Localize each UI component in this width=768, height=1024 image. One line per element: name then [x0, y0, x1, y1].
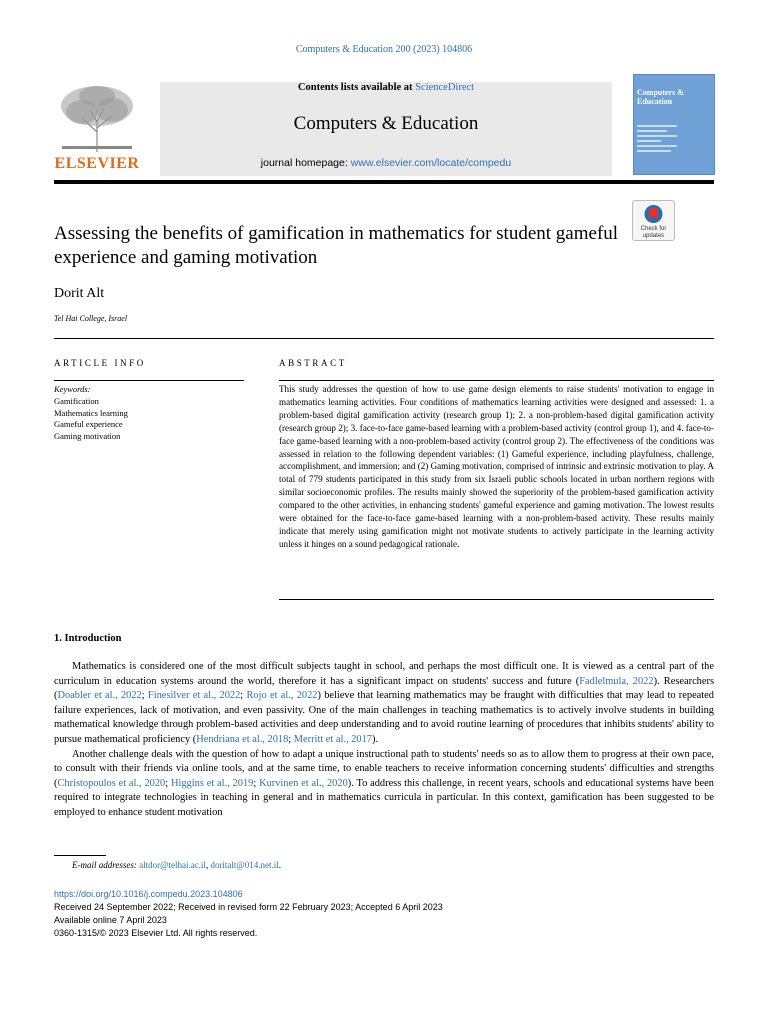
doi-link[interactable]: https://doi.org/10.1016/j.compedu.2023.104806 [54, 889, 243, 899]
introduction-body [54, 660, 714, 821]
citation-link[interactable]: Kurvinen et al., 2020 [259, 777, 348, 789]
journal-citation[interactable]: Computers & Education 200 (2023) 104806 [295, 44, 473, 55]
sciencedirect-link[interactable]: ScienceDirect [415, 82, 475, 93]
keywords-block [54, 384, 244, 443]
paragraph-text: ; [253, 777, 260, 789]
email-separator: , [205, 860, 211, 870]
email-link[interactable]: doritalt@014.net.il [210, 860, 279, 870]
citation-link[interactable]: Fadlelmula, 2022 [579, 675, 654, 687]
citation-link[interactable]: Hendriana et al., 2018 [196, 733, 289, 745]
author-name: Dorit Alt [54, 286, 105, 301]
journal-homepage [160, 157, 612, 169]
citation-link[interactable]: Finesilver et al., 2022 [147, 690, 241, 702]
email-end: . [278, 860, 281, 870]
intro-paragraph-1 [54, 660, 714, 748]
paragraph-text: ; [141, 690, 148, 702]
homepage-link[interactable]: www.elsevier.com/locate/compedu [350, 157, 512, 169]
copyright-line: 0360-1315/© 2023 Elsevier Ltd. All rights reserved. [54, 928, 258, 938]
paragraph-text: ). Researchers ( [54, 675, 714, 702]
contents-line [160, 82, 612, 93]
cover-decoration [637, 125, 677, 155]
paper-title: Assessing the benefits of gamification in mathematics for student gameful experience and gaming motivation [54, 223, 619, 268]
footnote-rule [54, 855, 106, 856]
check-for-updates-label: Check for updates [640, 226, 667, 239]
footnote-emails [72, 860, 281, 870]
paragraph-text: ; [240, 690, 247, 702]
paragraph-text: ; [288, 733, 294, 745]
header-rule [54, 180, 714, 184]
abstract-bottom-divider [279, 599, 714, 600]
received-dates: Received 24 September 2022; Received in revised form 22 February 2023; Accepted 6 April 2023 [54, 902, 443, 912]
keyword-item: Gaming motivation [54, 431, 121, 442]
abstract-heading: ABSTRACT [279, 358, 347, 368]
citation-link[interactable]: Rojo et al., 2022 [246, 690, 318, 702]
author-affiliation: Tel Hai College, Israel [54, 314, 128, 323]
paragraph-text: ) believe that learning mathematics may be fraught with difficulties that may lead to repeated failure experiences, lack of motivation, and even passivity. One of the main challenges in teaching mathematics is to actively involve students in building mathematical knowledge through problem-based activities and deep understanding and to avoid routine learning of procedures that inhibits students' ability to pursue mathematical proficiency ( [54, 690, 714, 745]
citation-link[interactable]: Merritt et al., 2017 [293, 733, 372, 745]
email-link[interactable]: altdor@telhai.ac.il [139, 860, 206, 870]
citation-link[interactable]: Christopoulos et al., 2020 [57, 777, 166, 789]
abstract-text: This study addresses the question of how to use game design elements to raise students' motivation to engage in mathematics learning activities. Four conditions of mathematics learning activities were designed and assessed: 1. a problem-based digital gamification activity (research group 1); 2. a non-problem-based digital gamification activity (research group 2); 3. face-to-face game-based learning with a problem-based activity (control group 1), and 4. face-to-face game-based learning with a non-problem-based activity (control group 2). The effectiveness of the conditions was assessed in relation to the following dependent variables: (1) Gameful experience, including playfulness, challenge, accomplishment, and immersion; and (2) Gaming motivation, comprised of intrinsic and extrinsic motivation to play. A total of 779 students participated in this study from six Israeli public schools located in urban northern regions with similar socioeconomic profiles. The results mainly showed the superiority of the problem-based gamification activity compared to the other activities, in enhancing students' gameful experience and gaming motivation. The lowest results were obtained for the face-to-face game-based learning with a non-problem-based activity. These results mainly indicate that merely using gamification might not motivate students to actively participate in the learning activity unless it hinges on a sound pedagogical rationale. [279, 384, 714, 549]
introduction-heading: 1. Introduction [54, 633, 122, 644]
article-info-heading: ARTICLE INFO [54, 358, 146, 368]
citation-link[interactable]: Higgins et al., 2019 [170, 777, 254, 789]
check-for-updates-button[interactable] [632, 200, 675, 241]
abstract-divider [279, 380, 714, 381]
publication-info [54, 888, 443, 940]
paragraph-text: ; [165, 777, 171, 789]
keywords-label: Keywords: [54, 384, 91, 394]
paragraph-text: ). To address this challenge, in recent years, schools and educational systems have been required to integrate technologies in teaching in general and in mathematics curricula in particular. In this context, gamification has been suggested to be employed to enhance student motivation [54, 777, 714, 818]
contents-prefix: Contents lists available at [297, 82, 416, 93]
section-divider [54, 338, 714, 339]
citation-link[interactable]: Doabler et al., 2022 [57, 690, 142, 702]
article-info-divider [54, 380, 244, 381]
email-label: E-mail addresses: [72, 860, 140, 870]
homepage-prefix: journal homepage: [260, 157, 351, 169]
paragraph-text: Another challenge deals with the question of how to adapt a unique instructional path to students' needs so as to allow them to progress at their own pace, to consult with their friends via online tools, and at the same time, to enable teachers to receive information concerning students' difficulties and strengths ( [54, 748, 714, 789]
cover-title: Computers & Education [637, 88, 684, 106]
keyword-item: Gamification [54, 395, 99, 406]
keyword-item: Mathematics learning [54, 407, 128, 418]
keyword-item: Gameful experience [54, 419, 123, 430]
intro-paragraph-2 [54, 748, 714, 821]
bookmark-icon [633, 201, 674, 227]
paragraph-text: Mathematics is considered one of the most difficult subjects taught in school, and perhaps the most difficult one. It is viewed as a central part of the curriculum in education systems around the world, therefore it has a significant impact on students' success and future ( [54, 661, 714, 687]
paragraph-text: ). [371, 733, 379, 745]
elsevier-wordmark: ELSEVIER [54, 155, 140, 172]
available-online: Available online 7 April 2023 [54, 915, 167, 925]
journal-name: Computers & Education [293, 113, 479, 134]
